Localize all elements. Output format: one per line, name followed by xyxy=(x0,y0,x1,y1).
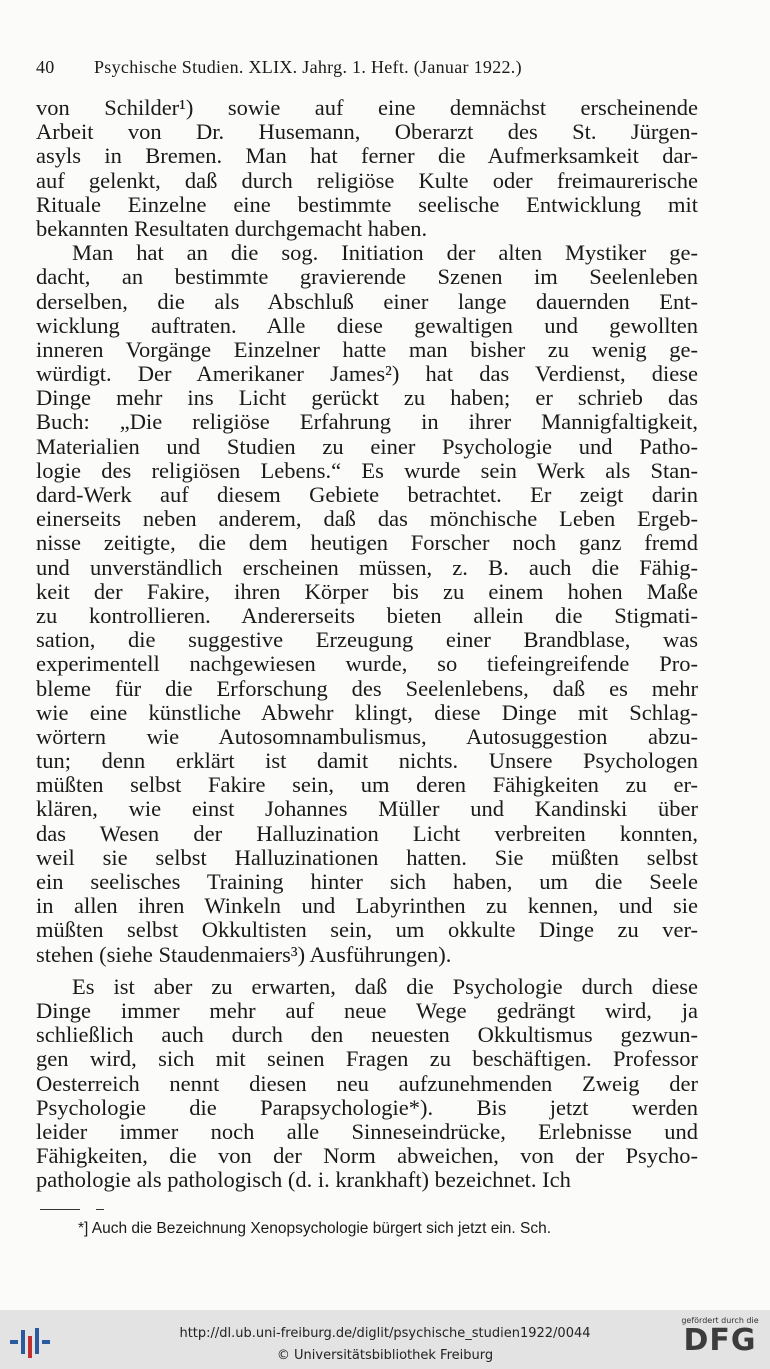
text-line: ein seelisches Training hinter sich haben, um die Seele xyxy=(36,869,698,894)
text-line: würdigt. Der Amerikaner James²) hat das Verdienst, diese xyxy=(36,361,698,387)
text-line: Oesterreich nennt diesen neu aufzunehmenden Zweig der xyxy=(36,1070,698,1096)
text-line: Materialien und Studien zu einer Psychologie und Patho- xyxy=(36,433,698,459)
text-line: asyls in Bremen. Man hat ferner die Aufmerksamkeit dar- xyxy=(36,143,698,169)
text-line: zu kontrollieren. Andererseits bieten allein die Stigmati- xyxy=(36,602,698,628)
text-line: schließlich auch durch den neuesten Okkultismus gezwun- xyxy=(36,1022,698,1048)
text-line: Fähigkeiten, die von der Norm abweichen, von der Psycho- xyxy=(36,1143,698,1169)
text-line: wie eine künstliche Abwehr klingt, diese Dinge mit Schlag- xyxy=(36,699,698,725)
text-line: pathologie als pathologisch (d. i. krankhaft) bezeichnet. Ich xyxy=(36,1167,571,1193)
footnote-rule xyxy=(40,1209,80,1210)
text-line: einerseits neben anderem, daß das mönchische Leben Ergeb- xyxy=(36,506,698,532)
text-line: dard-Werk auf diesem Gebiete betrachtet. Er zeigt darin xyxy=(36,482,698,507)
footnote: *] Auch die Bezeichnung Xenopsychologie bürgert sich jetzt ein. Sch. xyxy=(78,1220,552,1237)
text-line: Es ist aber zu erwarten, daß die Psychologie durch diese xyxy=(72,973,698,999)
text-line: müßten selbst Okkultisten sein, um okkulte Dinge zu ver- xyxy=(36,917,698,943)
source-link[interactable]: http://dl.ub.uni-freiburg.de/diglit/psychische_studien1922/0044 xyxy=(179,1326,591,1341)
dfg-logo xyxy=(678,1316,762,1366)
text-line: wörtern wie Autosomnambulismus, Autosuggestion abzu- xyxy=(36,723,698,749)
text-line: wicklung auftraten. Alle diese gewaltigen und gewollten xyxy=(36,312,698,338)
dfg-caption: gefördert durch die xyxy=(681,1316,759,1325)
text-line: tun; denn erklärt ist damit nichts. Unsere Psychologen xyxy=(36,748,698,774)
text-line: bekannten Resultaten durchgemacht haben. xyxy=(36,215,428,241)
text-line: von Schilder¹) sowie auf eine demnächst erscheinende xyxy=(36,95,698,120)
text-line: bleme für die Erforschung des Seelenlebens, daß es mehr xyxy=(36,675,698,701)
text-line: auf gelenkt, daß durch religiöse Kulte oder freimaurerische xyxy=(36,167,698,193)
text-line: Dinge mehr ins Licht gerückt zu haben; er schrieb das xyxy=(36,385,698,411)
text-line: Buch: „Die religiöse Erfahrung in ihrer Mannigfaltigkeit, xyxy=(36,409,698,435)
dfg-wordmark: DFG xyxy=(683,1323,757,1358)
text-line: dacht, an bestimmte gravierende Szenen im Seelenleben xyxy=(36,264,698,290)
running-header xyxy=(36,57,696,85)
text-line: logie des religiösen Lebens.“ Es wurde sein Werk als Stan- xyxy=(36,457,698,483)
text-line: Psychologie die Parapsychologie*). Bis jetzt werden xyxy=(36,1094,698,1120)
text-line: und unverständlich erscheinen müssen, z. B. auch die Fähig- xyxy=(36,554,698,580)
text-line: in allen ihren Winkeln und Labyrinthen zu kennen, und sie xyxy=(36,893,698,919)
copyright-notice: © Universitätsbibliothek Freiburg xyxy=(276,1348,494,1363)
text-line: klären, wie einst Johannes Müller und Kandinski über xyxy=(36,796,698,822)
body-text xyxy=(36,96,698,1192)
text-line: Man hat an die sog. Initiation der alten Mystiker ge- xyxy=(72,240,698,266)
viewer-footer xyxy=(0,1310,770,1369)
text-line: weil sie selbst Halluzinationen hatten. Sie müßten selbst xyxy=(36,844,698,870)
text-line: experimentell nachgewiesen wurde, so tiefeingreifende Pro- xyxy=(36,651,698,677)
text-line: gen wird, sich mit seinen Fragen zu beschäftigen. Professor xyxy=(36,1046,698,1072)
page-number: 40 xyxy=(36,57,55,77)
text-line: Rituale Einzelne eine bestimmte seelische Entwicklung mit xyxy=(36,191,698,217)
text-line: Dinge immer mehr auf neue Wege gedrängt wird, ja xyxy=(36,997,698,1023)
footnote-rule-dash xyxy=(96,1209,104,1210)
running-title: Psychische Studien. XLIX. Jahrg. 1. Heft. (Januar 1922.) xyxy=(94,57,522,77)
text-line: keit der Fakire, ihren Körper bis zu einem hohen Maße xyxy=(36,578,698,604)
text-line: Arbeit von Dr. Husemann, Oberarzt des St. Jürgen- xyxy=(36,119,698,145)
text-line: das Wesen der Halluzination Licht verbreiten konnten, xyxy=(36,820,698,846)
text-line: derselben, die als Abschluß einer lange dauernden Ent- xyxy=(36,288,698,314)
text-line: sation, die suggestive Erzeugung einer Brandblase, was xyxy=(36,627,698,653)
text-line: nisse zeitigte, die dem heutigen Forscher noch ganz fremd xyxy=(36,530,698,556)
text-line: leider immer noch alle Sinneseindrücke, Erlebnisse und xyxy=(36,1118,698,1144)
text-line: müßten selbst Fakire sein, um deren Fähigkeiten zu er- xyxy=(36,772,698,798)
text-line: stehen (siehe Staudenmaiers³) Ausführungen). xyxy=(36,941,452,967)
text-line: inneren Vorgänge Einzelner hatte man bisher zu wenig ge- xyxy=(36,336,698,362)
